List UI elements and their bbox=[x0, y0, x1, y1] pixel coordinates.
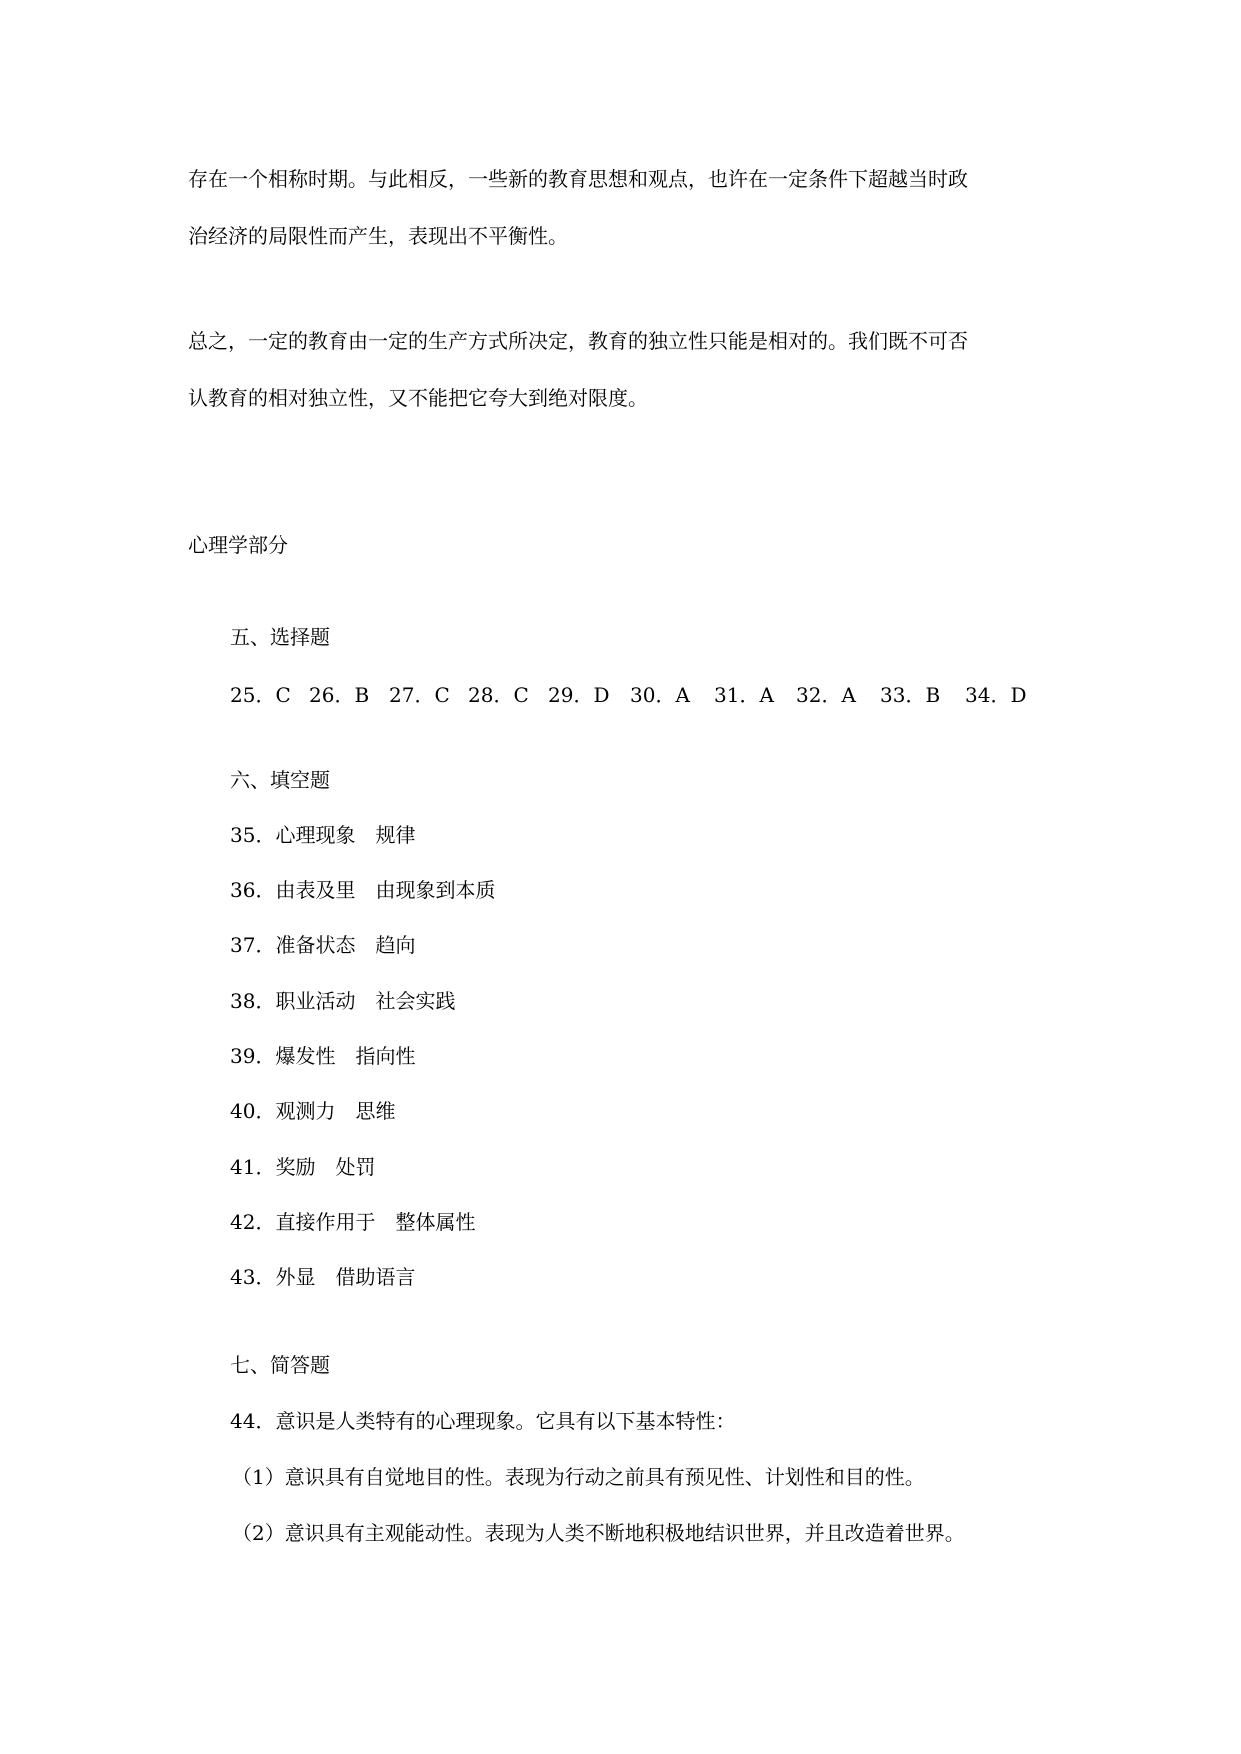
paragraph-line: 认教育的相对独立性，又不能把它夸大到绝对限度。 bbox=[188, 386, 648, 410]
choice-answers bbox=[230, 680, 1050, 710]
answer-item: 32．A bbox=[796, 683, 856, 707]
fill-blank-item: 43．外显 借助语言 bbox=[230, 1265, 416, 1289]
fill-blank-item: 39．爆发性 指向性 bbox=[230, 1044, 416, 1068]
fill-blank-item: 40．观测力 思维 bbox=[230, 1099, 396, 1123]
answer-item: 34．D bbox=[965, 683, 1027, 707]
answer-item: 25．C bbox=[230, 683, 291, 707]
fill-blank-item: 38．职业活动 社会实践 bbox=[230, 989, 456, 1013]
short-answer-heading: 七、简答题 bbox=[230, 1353, 330, 1377]
answer-item: 29．D bbox=[548, 683, 610, 707]
fill-blank-item: 36．由表及里 由现象到本质 bbox=[230, 878, 496, 902]
answer-item: 27．C bbox=[389, 683, 450, 707]
choice-heading: 五、选择题 bbox=[230, 625, 330, 649]
answer-item: 31．A bbox=[714, 683, 774, 707]
fill-blank-heading: 六、填空题 bbox=[230, 768, 330, 792]
paragraph-line: 治经济的局限性而产生，表现出不平衡性。 bbox=[188, 224, 568, 248]
answer-item: 30．A bbox=[630, 683, 690, 707]
paragraph-line: 存在一个相称时期。与此相反，一些新的教育思想和观点，也许在一定条件下超越当时政 bbox=[188, 167, 968, 191]
answer-item: 33．B bbox=[880, 683, 941, 707]
fill-blank-item: 37．准备状态 趋向 bbox=[230, 933, 416, 957]
short-answer-line: （2）意识具有主观能动性。表现为人类不断地积极地结识世界，并且改造着世界。 bbox=[232, 1521, 965, 1545]
section-title: 心理学部分 bbox=[188, 533, 288, 557]
paragraph-line: 总之，一定的教育由一定的生产方式所决定，教育的独立性只能是相对的。我们既不可否 bbox=[188, 329, 968, 353]
short-answer-line: （1）意识具有自觉地目的性。表现为行动之前具有预见性、计划性和目的性。 bbox=[232, 1465, 925, 1489]
fill-blank-item: 35．心理现象 规律 bbox=[230, 823, 416, 847]
short-answer-line: 44．意识是人类特有的心理现象。它具有以下基本特性： bbox=[230, 1409, 736, 1433]
fill-blank-item: 41．奖励 处罚 bbox=[230, 1155, 376, 1179]
answer-item: 26．B bbox=[309, 683, 370, 707]
answer-item: 28．C bbox=[468, 683, 529, 707]
fill-blank-item: 42．直接作用于 整体属性 bbox=[230, 1210, 476, 1234]
